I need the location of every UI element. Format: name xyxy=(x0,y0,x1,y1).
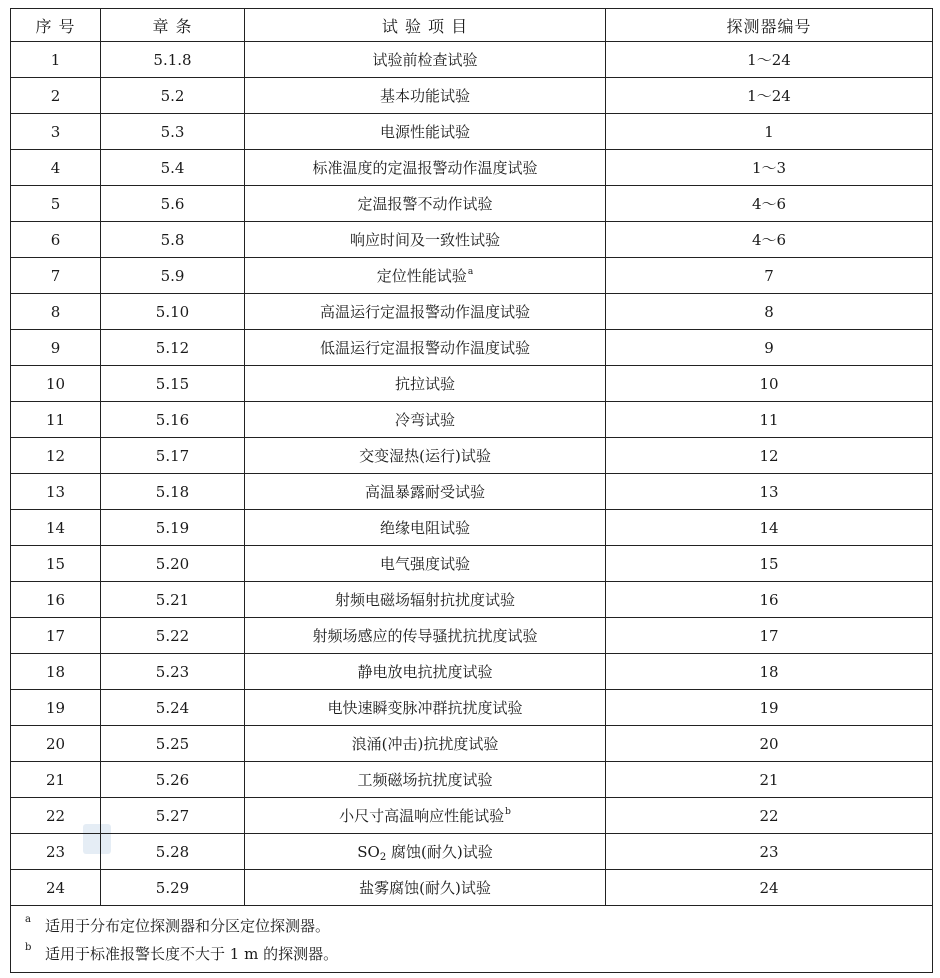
item-prefix: SO xyxy=(357,842,380,861)
item-text: 响应时间及一致性试验 xyxy=(349,231,500,249)
cell-detector: 20 xyxy=(606,726,933,762)
cell-clause: 5.1.8 xyxy=(101,42,245,78)
cell-detector: 7 xyxy=(606,258,933,294)
item-text: 射频场感应的传导骚扰抗扰度试验 xyxy=(312,627,538,645)
table-row xyxy=(11,654,933,690)
table-row xyxy=(11,834,933,870)
cell-clause: 5.4 xyxy=(101,150,245,186)
table-row xyxy=(11,42,933,78)
cell-detector: 21 xyxy=(606,762,933,798)
table-row xyxy=(11,402,933,438)
table-row xyxy=(11,330,933,366)
item-text: 浪涌(冲击)抗扰度试验 xyxy=(351,735,499,753)
table-row xyxy=(11,474,933,510)
cell-detector: 1 xyxy=(606,114,933,150)
cell-detector: 11 xyxy=(606,402,933,438)
cell-clause: 5.15 xyxy=(101,366,245,402)
item-subscript: 2 xyxy=(379,851,387,863)
cell-item xyxy=(245,78,606,114)
table-row xyxy=(11,258,933,294)
cell-item xyxy=(245,834,606,870)
item-text: 小尺寸高温响应性能试验 xyxy=(339,807,505,825)
cell-detector: 23 xyxy=(606,834,933,870)
cell-item xyxy=(245,42,606,78)
footnote-mark: a xyxy=(25,914,31,925)
table-row xyxy=(11,726,933,762)
cell-seq: 13 xyxy=(11,474,101,510)
cell-item xyxy=(245,114,606,150)
cell-seq: 4 xyxy=(11,150,101,186)
cell-clause: 5.28 xyxy=(101,834,245,870)
cell-seq: 22 xyxy=(11,798,101,834)
cell-seq: 21 xyxy=(11,762,101,798)
header-clause: 章 条 xyxy=(101,9,245,42)
cell-seq: 9 xyxy=(11,330,101,366)
item-text: 工频磁场抗扰度试验 xyxy=(357,771,493,789)
cell-detector: 4～6 xyxy=(606,222,933,258)
item-text: 腐蚀(耐久)试验 xyxy=(386,842,493,861)
cell-item xyxy=(245,618,606,654)
cell-clause: 5.16 xyxy=(101,402,245,438)
cell-clause: 5.17 xyxy=(101,438,245,474)
cell-clause: 5.10 xyxy=(101,294,245,330)
cell-detector: 4～6 xyxy=(606,186,933,222)
cell-seq: 8 xyxy=(11,294,101,330)
cell-clause: 5.9 xyxy=(101,258,245,294)
cell-item xyxy=(245,546,606,582)
cell-detector: 13 xyxy=(606,474,933,510)
cell-clause: 5.20 xyxy=(101,546,245,582)
header-detector: 探测器编号 xyxy=(606,9,933,42)
cell-item xyxy=(245,474,606,510)
table-row xyxy=(11,546,933,582)
cell-item xyxy=(245,510,606,546)
table-header-row xyxy=(11,9,933,42)
cell-item xyxy=(245,582,606,618)
cell-seq: 17 xyxy=(11,618,101,654)
header-item: 试 验 项 目 xyxy=(245,9,606,42)
cell-detector: 12 xyxy=(606,438,933,474)
cell-clause: 5.3 xyxy=(101,114,245,150)
cell-seq: 18 xyxy=(11,654,101,690)
cell-item xyxy=(245,150,606,186)
cell-clause: 5.6 xyxy=(101,186,245,222)
cell-detector: 8 xyxy=(606,294,933,330)
cell-item xyxy=(245,870,606,906)
test-items-table xyxy=(10,8,933,973)
cell-seq: 5 xyxy=(11,186,101,222)
cell-item xyxy=(245,186,606,222)
cell-seq: 11 xyxy=(11,402,101,438)
item-text: 电源性能试验 xyxy=(379,123,470,141)
cell-clause: 5.23 xyxy=(101,654,245,690)
item-text: 高温暴露耐受试验 xyxy=(364,483,485,501)
cell-clause: 5.8 xyxy=(101,222,245,258)
table-row xyxy=(11,150,933,186)
cell-detector: 1～3 xyxy=(606,150,933,186)
cell-item xyxy=(245,798,606,834)
item-text: 静电放电抗扰度试验 xyxy=(357,663,493,681)
item-text: 定温报警不动作试验 xyxy=(357,195,493,213)
item-text: 高温运行定温报警动作温度试验 xyxy=(319,303,530,321)
cell-item xyxy=(245,294,606,330)
table-row xyxy=(11,222,933,258)
cell-item xyxy=(245,654,606,690)
cell-item xyxy=(245,762,606,798)
item-text: 电快速瞬变脉冲群抗扰度试验 xyxy=(327,699,523,717)
cell-clause: 5.22 xyxy=(101,618,245,654)
cell-seq: 14 xyxy=(11,510,101,546)
item-text: 交变湿热(运行)试验 xyxy=(359,447,491,465)
cell-seq: 2 xyxy=(11,78,101,114)
cell-detector: 14 xyxy=(606,510,933,546)
cell-seq: 20 xyxy=(11,726,101,762)
table-row xyxy=(11,762,933,798)
footnote-b xyxy=(11,940,932,968)
item-text: 抗拉试验 xyxy=(394,375,455,393)
cell-detector: 1～24 xyxy=(606,42,933,78)
cell-detector: 9 xyxy=(606,330,933,366)
table-row xyxy=(11,870,933,906)
item-text: 基本功能试验 xyxy=(379,87,470,105)
cell-item xyxy=(245,366,606,402)
table-row xyxy=(11,438,933,474)
cell-seq: 6 xyxy=(11,222,101,258)
cell-clause: 5.19 xyxy=(101,510,245,546)
cell-clause: 5.29 xyxy=(101,870,245,906)
cell-detector: 22 xyxy=(606,798,933,834)
cell-seq: 15 xyxy=(11,546,101,582)
table-row xyxy=(11,294,933,330)
table-row xyxy=(11,618,933,654)
cell-clause: 5.2 xyxy=(101,78,245,114)
cell-item xyxy=(245,258,606,294)
cell-seq: 19 xyxy=(11,690,101,726)
cell-clause: 5.21 xyxy=(101,582,245,618)
cell-detector: 15 xyxy=(606,546,933,582)
table-row xyxy=(11,582,933,618)
cell-seq: 10 xyxy=(11,366,101,402)
cell-clause: 5.24 xyxy=(101,690,245,726)
item-text: 盐雾腐蚀(耐久)试验 xyxy=(359,879,491,897)
table-row xyxy=(11,186,933,222)
header-seq: 序 号 xyxy=(11,9,101,42)
table-row xyxy=(11,366,933,402)
table-row xyxy=(11,78,933,114)
item-text: 冷弯试验 xyxy=(394,411,455,429)
footnote-ref: b xyxy=(505,807,511,817)
item-text: 试验前检查试验 xyxy=(372,51,478,69)
table-row xyxy=(11,510,933,546)
footnote-a xyxy=(11,912,932,940)
cell-detector: 18 xyxy=(606,654,933,690)
cell-detector: 17 xyxy=(606,618,933,654)
item-text: 绝缘电阻试验 xyxy=(379,519,470,537)
footnote-mark: b xyxy=(25,942,32,953)
cell-clause: 5.18 xyxy=(101,474,245,510)
cell-item xyxy=(245,222,606,258)
cell-detector: 19 xyxy=(606,690,933,726)
notes-cell xyxy=(11,906,933,973)
cell-detector: 1～24 xyxy=(606,78,933,114)
table-row xyxy=(11,690,933,726)
notes-row xyxy=(11,906,933,973)
item-text: 电气强度试验 xyxy=(379,555,470,573)
cell-detector: 16 xyxy=(606,582,933,618)
cell-clause: 5.25 xyxy=(101,726,245,762)
cell-seq: 7 xyxy=(11,258,101,294)
footnote-text: 适用于分布定位探测器和分区定位探测器。 xyxy=(45,917,331,935)
cell-item xyxy=(245,330,606,366)
cell-seq: 12 xyxy=(11,438,101,474)
cell-item xyxy=(245,690,606,726)
cell-clause: 5.27 xyxy=(101,798,245,834)
cell-seq: 16 xyxy=(11,582,101,618)
cell-item xyxy=(245,726,606,762)
cell-item xyxy=(245,438,606,474)
item-text: 标准温度的定温报警动作温度试验 xyxy=(312,159,538,177)
footnote-text: 适用于标准报警长度不大于 1 m 的探测器。 xyxy=(45,945,339,963)
footnote-ref: a xyxy=(467,267,474,277)
table-row xyxy=(11,114,933,150)
cell-clause: 5.26 xyxy=(101,762,245,798)
item-text: 低温运行定温报警动作温度试验 xyxy=(319,339,530,357)
cell-seq: 3 xyxy=(11,114,101,150)
item-text: 射频电磁场辐射抗扰度试验 xyxy=(334,591,515,609)
cell-seq: 23 xyxy=(11,834,101,870)
cell-item xyxy=(245,402,606,438)
table-row xyxy=(11,798,933,834)
cell-detector: 10 xyxy=(606,366,933,402)
cell-detector: 24 xyxy=(606,870,933,906)
cell-seq: 1 xyxy=(11,42,101,78)
item-text: 定位性能试验 xyxy=(376,267,467,285)
cell-seq: 24 xyxy=(11,870,101,906)
cell-clause: 5.12 xyxy=(101,330,245,366)
